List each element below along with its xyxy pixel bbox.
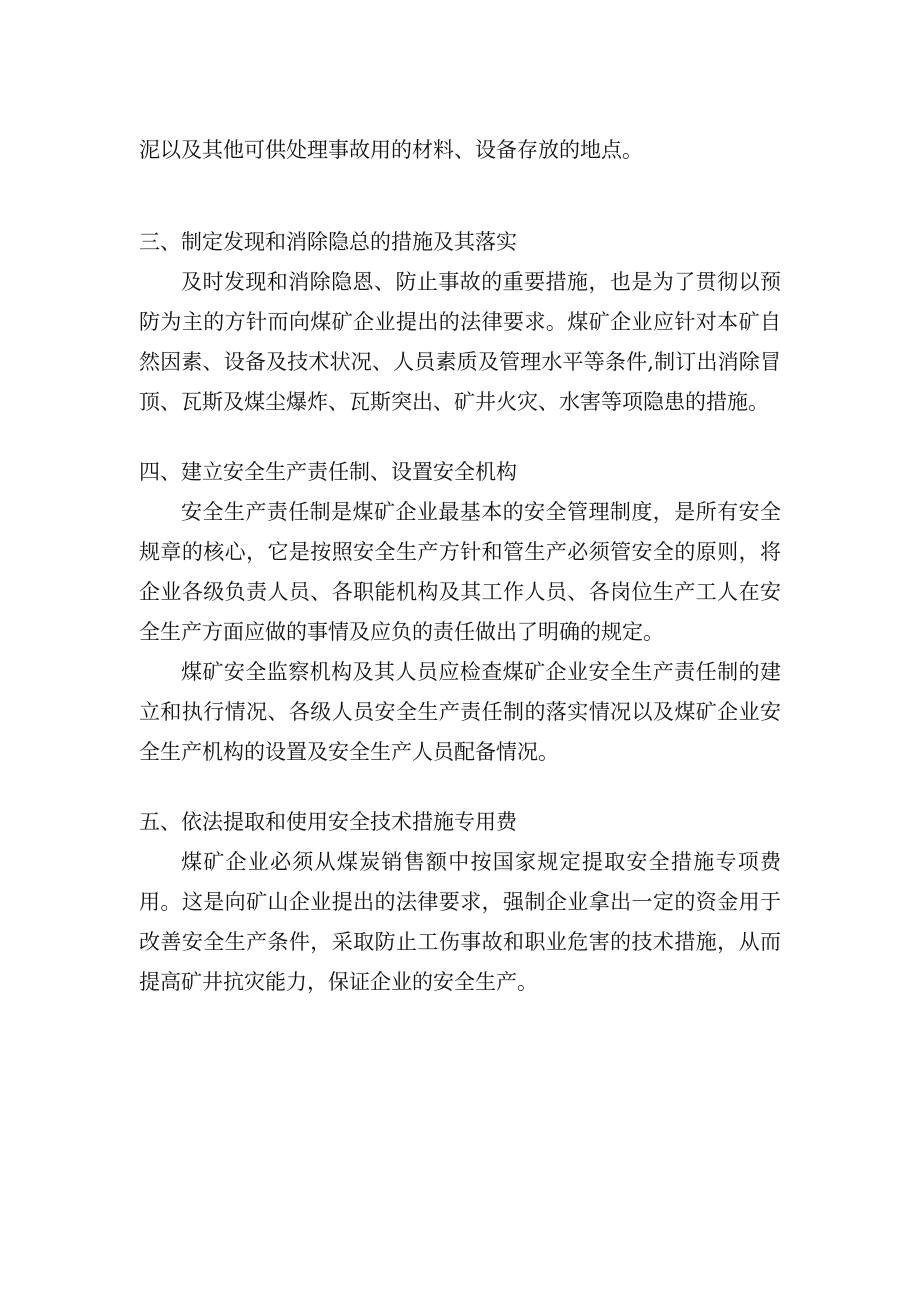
section-three [139,222,781,422]
section-paragraph: 安全生产责任制是煤矿企业最基本的安全管理制度，是所有安全规章的核心，它是按照安全生产方针和管生产必须管安全的原则，将企业各级负责人员、各职能机构及其工作人员、各岗位生产工人在安全生产方面应做的事情及应负的责任做出了明确的规定。 [139,500,781,644]
section-four [139,452,781,772]
section-heading: 三、制定发现和消除隐总的措施及其落实 [139,230,517,254]
section-gap [139,422,781,452]
document-body [139,130,781,1002]
section-five [139,802,781,1002]
section-paragraph: 煤矿企业必须从煤炭销售额中按国家规定提取安全措施专项费用。这是向矿山企业提出的法律要求，强制企业拿出一定的资金用于改善安全生产条件，采取防止工伤事故和职业危害的技术措施，从而提高矿井抗灾能力，保证企业的安全生产。 [139,850,781,994]
section-paragraph: 及时发现和消除隐恩、防止事故的重要措施，也是为了贯彻以预防为主的方针而向煤矿企业提出的法律要求。煤矿企业应针对本矿自然因素、设备及技术状况、人员素质及管理水平等条件,制订出消除冒顶、瓦斯及煤尘爆炸、瓦斯突出、矿井火灾、水害等项隐患的措施。 [139,270,781,414]
section-heading: 四、建立安全生产责任制、设置安全机构 [139,460,517,484]
opening-line: 泥以及其他可供处理事故用的材料、设备存放的地点。 [139,138,643,162]
section-paragraph: 煤矿安全监察机构及其人员应检查煤矿企业安全生产责任制的建立和执行情况、各级人员安全生产责任制的落实情况以及煤矿企业安全生产机构的设置及安全生产人员配备情况。 [139,660,781,764]
section-heading: 五、依法提取和使用安全技术措施专用费 [139,810,517,834]
section-gap [139,772,781,802]
section-gap [139,170,781,222]
